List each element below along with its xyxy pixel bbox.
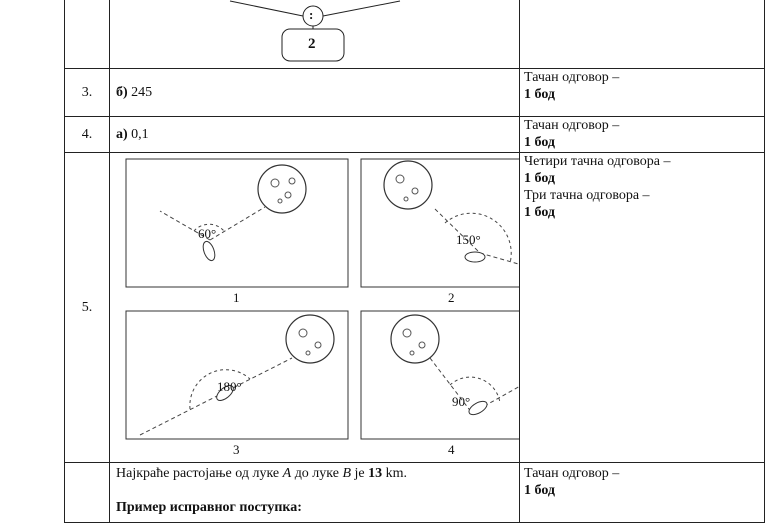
answer-cell — [110, 69, 520, 117]
port-b: B — [342, 466, 352, 481]
answer-value: 0,1 — [127, 127, 149, 142]
score-points: 1 бод — [524, 135, 555, 150]
figure-3-angle: 180° — [217, 379, 242, 394]
score-text-three: Три тачна одговора – — [524, 188, 650, 203]
row-number: 5. — [65, 153, 110, 463]
row-number: 4. — [65, 117, 110, 153]
score-text: Тачан одговор – — [524, 70, 620, 85]
score-points-four: 1 бод — [524, 171, 555, 186]
row-number — [65, 463, 110, 523]
score-text-four: Четири тачна одговора – — [524, 154, 671, 169]
score-points: 1 бод — [524, 483, 555, 498]
operator-label: : — [309, 7, 314, 22]
score-text: Тачан одговор – — [524, 466, 620, 481]
figure-2-angle: 150° — [456, 232, 481, 247]
distance-value: 13 — [368, 466, 383, 481]
score-cell — [520, 153, 765, 463]
table-row — [65, 153, 765, 463]
score-points-three: 1 бод — [524, 205, 555, 220]
row-number: 3. — [65, 69, 110, 117]
figure-4-angle: 90° — [452, 394, 471, 409]
rocket-figures — [110, 153, 519, 459]
score-cell — [520, 0, 765, 69]
figures-grid — [110, 153, 519, 459]
score-cell — [520, 117, 765, 153]
table-row — [65, 463, 765, 523]
figures-cell — [110, 153, 520, 463]
distance-unit: km. — [382, 466, 408, 481]
row-number — [65, 0, 110, 69]
answer-cell — [110, 463, 520, 523]
score-points: 1 бод — [524, 87, 555, 102]
example-heading: Пример исправног поступка: — [116, 500, 302, 515]
score-text: Тачан одговор – — [524, 118, 620, 133]
diagram-cell — [110, 0, 520, 69]
division-diagram — [110, 0, 519, 68]
answer-value: 245 — [127, 85, 153, 100]
distance-text-pre: Најкраће растојање од луке — [116, 466, 283, 481]
table-row — [65, 0, 765, 69]
figure-4-label: 4 — [448, 442, 455, 457]
result-box-label: 2 — [308, 36, 316, 52]
figure-1-angle: 60° — [198, 226, 217, 241]
answers-table — [64, 0, 765, 523]
distance-text-je: је — [351, 466, 369, 481]
answer-cell — [110, 117, 520, 153]
figure-3-label: 3 — [233, 442, 240, 457]
figure-2-label: 2 — [448, 290, 455, 305]
figure-1-label: 1 — [233, 290, 240, 305]
answer-letter: а) — [116, 127, 128, 142]
answer-letter: б) — [116, 85, 128, 100]
table-row — [65, 69, 765, 117]
score-cell — [520, 69, 765, 117]
table-row — [65, 117, 765, 153]
distance-text-mid: до луке — [291, 466, 343, 481]
score-cell — [520, 463, 765, 523]
port-a: A — [282, 466, 292, 481]
